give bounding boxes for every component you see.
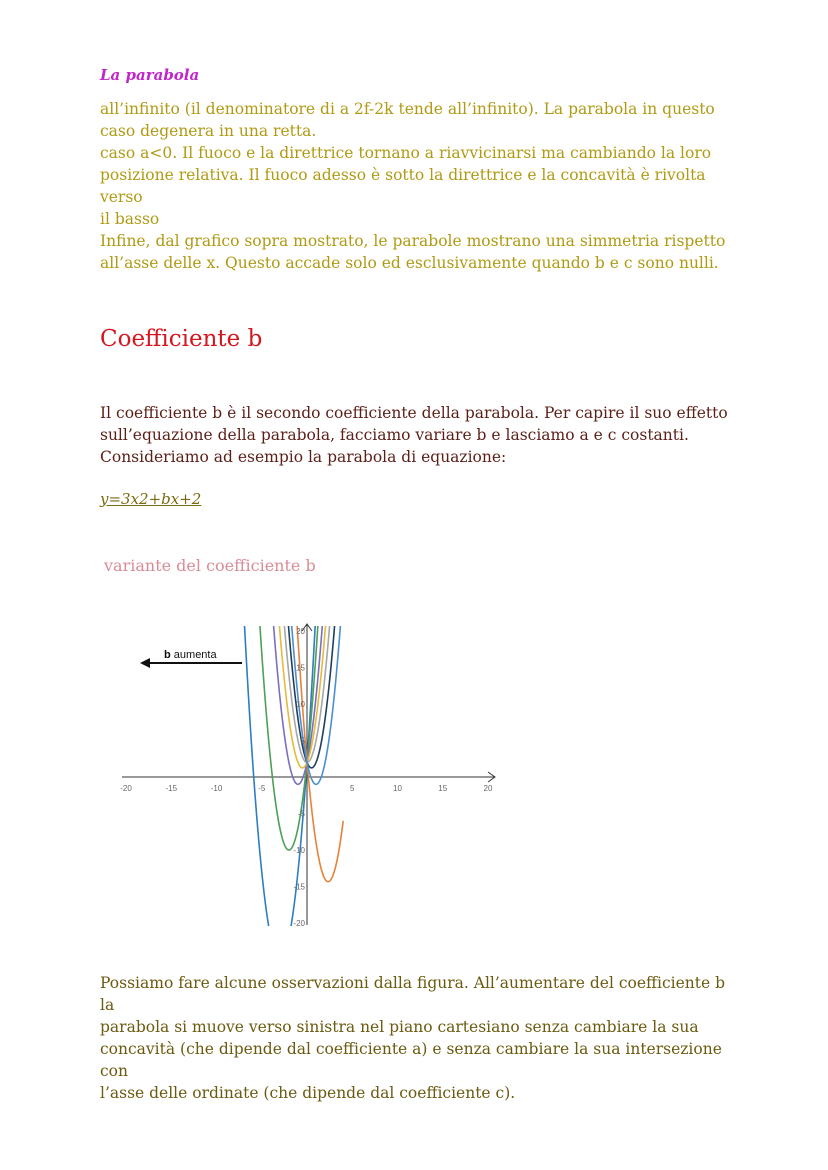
x-tick-label: 15 — [438, 784, 448, 793]
series-line — [217, 620, 344, 850]
annotation-label: b aumenta — [164, 649, 217, 661]
conclusion-line: Possiamo fare alcune osservazioni dalla figura. All’aumentare del coefficiente b la — [100, 974, 726, 1014]
section-heading: Coefficiente b — [100, 326, 263, 352]
intro-line: Infine, dal grafico sopra mostrato, le parabole mostrano una simmetria rispetto — [100, 232, 726, 250]
intro-line: posizione relativa. Il fuoco adesso è sotto la direttrice e la concavità è rivolta verso — [100, 166, 706, 206]
body-paragraph — [100, 402, 740, 468]
intro-line: caso a<0. Il fuoco e la direttrice tornano a riavvicinarsi ma cambiando la loro — [100, 144, 712, 162]
equation-link[interactable]: y=3x2+bx+2 — [100, 490, 202, 508]
y-tick-label: -5 — [297, 809, 305, 819]
conclusion-line: l’asse delle ordinate (che dipende dal coefficiente c). — [100, 1084, 516, 1102]
body-line: sull’equazione della parabola, facciamo variare b e lasciamo a e c costanti. — [100, 426, 689, 444]
x-tick-label: -20 — [120, 784, 132, 793]
intro-paragraph — [100, 98, 740, 274]
body-line: Il coefficiente b è il secondo coefficiente della parabola. Per capire il suo effetto — [100, 404, 728, 422]
y-tick-label: 5 — [300, 736, 305, 746]
annotation-arrow-head — [140, 658, 150, 668]
figure-caption: variante del coefficiente b — [104, 556, 316, 575]
series-line — [217, 620, 344, 882]
intro-line: il basso — [100, 210, 160, 228]
y-tick-label: -15 — [293, 882, 305, 892]
y-tick-label: 20 — [296, 627, 305, 636]
x-tick-label: 5 — [350, 784, 355, 793]
conclusion-line: parabola si muove verso sinistra nel piano cartesiano senza cambiare la sua — [100, 1018, 699, 1036]
y-tick-label: 10 — [296, 700, 305, 709]
intro-line: caso degenera in una retta. — [100, 122, 317, 140]
conclusion-line: concavità (che dipende dal coefficiente a) e senza cambiare la sua intersezione con — [100, 1040, 722, 1080]
x-tick-label: -15 — [165, 784, 178, 793]
x-tick-label: 10 — [393, 784, 402, 793]
body-line: Consideriamo ad esempio la parabola di equazione: — [100, 448, 507, 466]
y-tick-label: 15 — [296, 663, 305, 673]
conclusion-paragraph — [100, 972, 740, 1104]
intro-line: all’asse delle x. Questo accade solo ed esclusivamente quando b e c sono nulli. — [100, 254, 719, 272]
page-header-title: La parabola — [100, 66, 200, 84]
x-tick-label: -10 — [210, 784, 223, 793]
y-tick-label: -10 — [293, 846, 305, 855]
y-tick-label: -20 — [293, 919, 305, 928]
x-tick-label: -5 — [258, 784, 266, 793]
intro-line: all’infinito (il denominatore di a 2f-2k tende all’infinito). La parabola in questo — [100, 100, 715, 118]
x-tick-label: 20 — [483, 784, 493, 793]
parabola-chart — [100, 620, 520, 935]
